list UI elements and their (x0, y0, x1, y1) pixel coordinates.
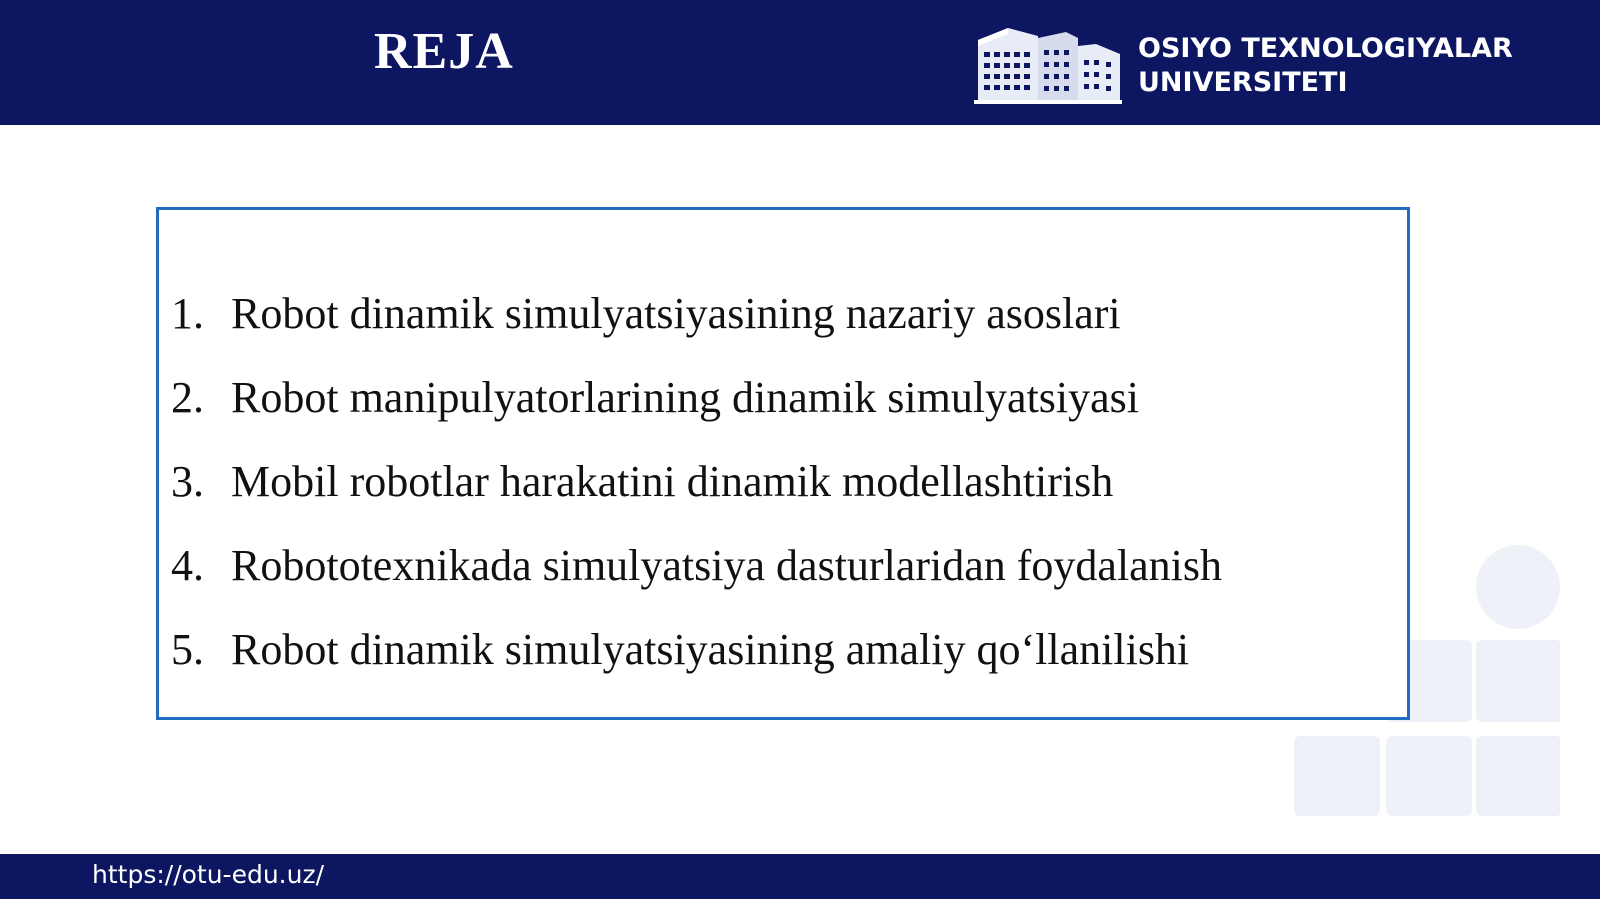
plan-item-2 (171, 373, 1222, 460)
website-link[interactable]: https://otu-edu.uz/ (92, 860, 325, 889)
plan-item-text: Robot manipulyatorlarining dinamik simulyatsiyasi (231, 373, 1140, 422)
plan-item-number: 3. (171, 457, 204, 506)
plan-item-number: 4. (171, 541, 204, 590)
university-name (1138, 32, 1513, 100)
university-building-icon (974, 26, 1122, 104)
plan-item-number: 2. (171, 373, 204, 422)
slide-footer (0, 854, 1600, 899)
plan-item-3 (171, 457, 1222, 544)
plan-item-4 (171, 541, 1223, 628)
university-name-line-1: OSIYO TEXNOLOGIYALAR (1138, 33, 1513, 64)
plan-list (171, 289, 1223, 712)
plan-item-text: Mobil robotlar harakatini dinamik modellashtirish (231, 457, 1114, 506)
plan-item-number: 1. (171, 289, 204, 338)
slide-header (0, 0, 1600, 125)
plan-box (156, 207, 1410, 720)
plan-item-5 (171, 625, 1222, 712)
university-name-line-2: UNIVERSITETI (1138, 67, 1348, 98)
plan-item-1 (171, 289, 1222, 376)
slide-title: REJA (374, 23, 514, 80)
plan-item-text: Robot dinamik simulyatsiyasining nazariy asoslari (231, 289, 1121, 338)
plan-item-text: Robot dinamik simulyatsiyasining amaliy qo‘llanilishi (231, 625, 1190, 674)
plan-item-text: Robototexnikada simulyatsiya dasturlaridan foydalanish (231, 541, 1223, 590)
plan-item-number: 5. (171, 625, 204, 674)
